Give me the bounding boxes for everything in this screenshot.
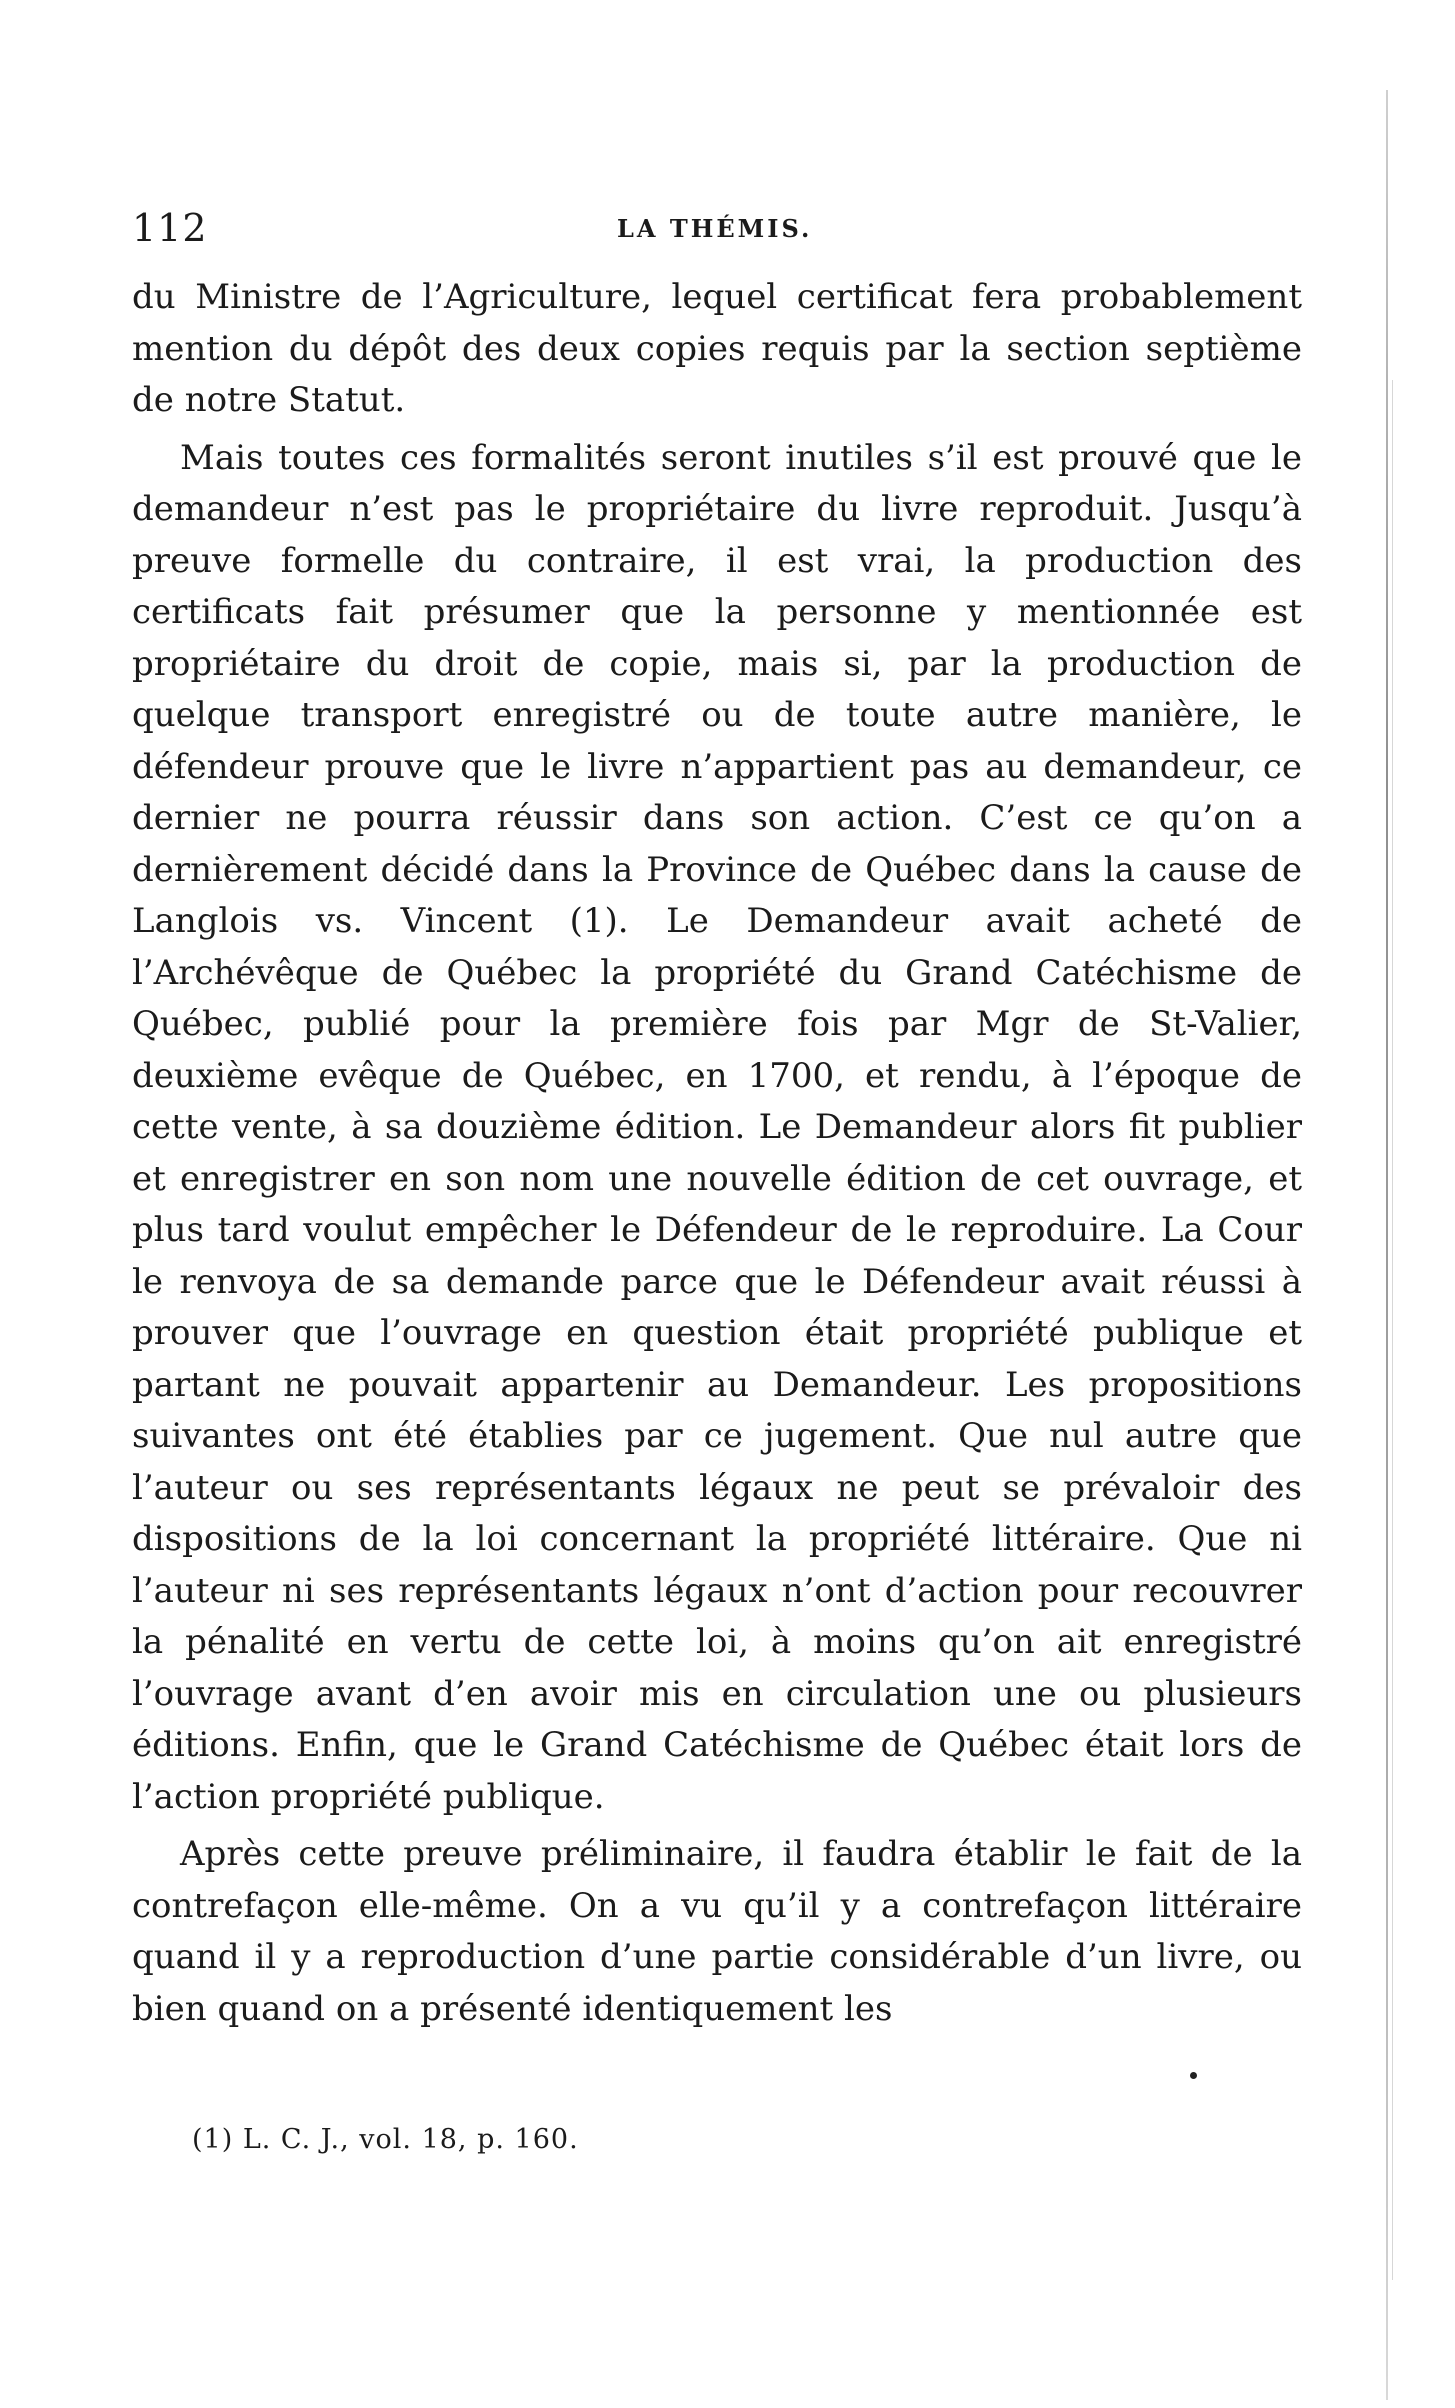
ink-speck (1190, 2072, 1197, 2079)
footnote: (1) L. C. J., vol. 18, p. 160. (192, 2124, 579, 2155)
page-edge-shadow-secondary (1392, 380, 1393, 2280)
paragraph-langlois-case: Mais toutes ces formalités seront inutiles s’il est prouvé que le demandeur n’est pas le propriétaire du livre reproduit. Jusqu’à preuve formelle du contraire, il est vrai, la production des certificats fait présumer que la personne y mentionnée est propriétaire du droit de copie, mais si, par la production de quelque transport enregistré ou de toute autre manière, le défendeur prouve que le livre n’appartient pas au demandeur, ce dernier ne pourra réussir dans son action. C’est ce qu’on a dernièrement décidé dans la Province de Québec dans la cause de Langlois vs. Vincent (1). Le Demandeur avait acheté de l’Archévêque de Québec la propriété du Grand Catéchisme de Québec, publié pour la première fois par Mgr de St-Valier, deuxième evêque de Québec, en 1700, et rendu, à l’époque de cette vente, à sa douzième édition. Le Demandeur alors fit publier et enregistrer en son nom une nouvelle édition de cet ouvrage, et plus tard voulut empêcher le Défendeur de le reproduire. La Cour le renvoya de sa demande parce que le Défendeur avait réussi à prouver que l’ouvrage en question était propriété publique et partant ne pouvait appartenir au Demandeur. Les propositions suivantes ont été établies par ce jugement. Que nul autre que l’auteur ou ses représentants légaux ne peut se prévaloir des dispositions de la loi concernant la propriété littéraire. Que ni l’auteur ni ses représentants légaux n’ont d’action pour recouvrer la pénalité en vertu de cette loi, à moins qu’on ait enregistré l’ouvrage avant d’en avoir mis en circulation une ou plusieurs éditions. Enfin, que le Grand Catéchisme de Québec était lors de l’action propriété publique. (132, 437, 1302, 1817)
page-header (132, 206, 1312, 256)
body-text (132, 272, 1302, 2035)
running-title: LA THÉMIS. (617, 214, 813, 243)
page-number: 112 (132, 206, 208, 250)
page-edge-shadow (1386, 90, 1388, 2400)
paragraph-continuation: du Ministre de l’Agriculture, lequel certificat fera probablement mention du dépôt des deux copies requis par la section septième de notre Statut. (132, 277, 1302, 420)
paragraph-contrefacon: Après cette preuve préliminaire, il faudra établir le fait de la contrefaçon elle-même. On a vu qu’il y a contrefaçon littéraire quand il y a reproduction d’une partie considérable d’un livre, ou bien quand on a présenté identiquement les (132, 1834, 1302, 2029)
